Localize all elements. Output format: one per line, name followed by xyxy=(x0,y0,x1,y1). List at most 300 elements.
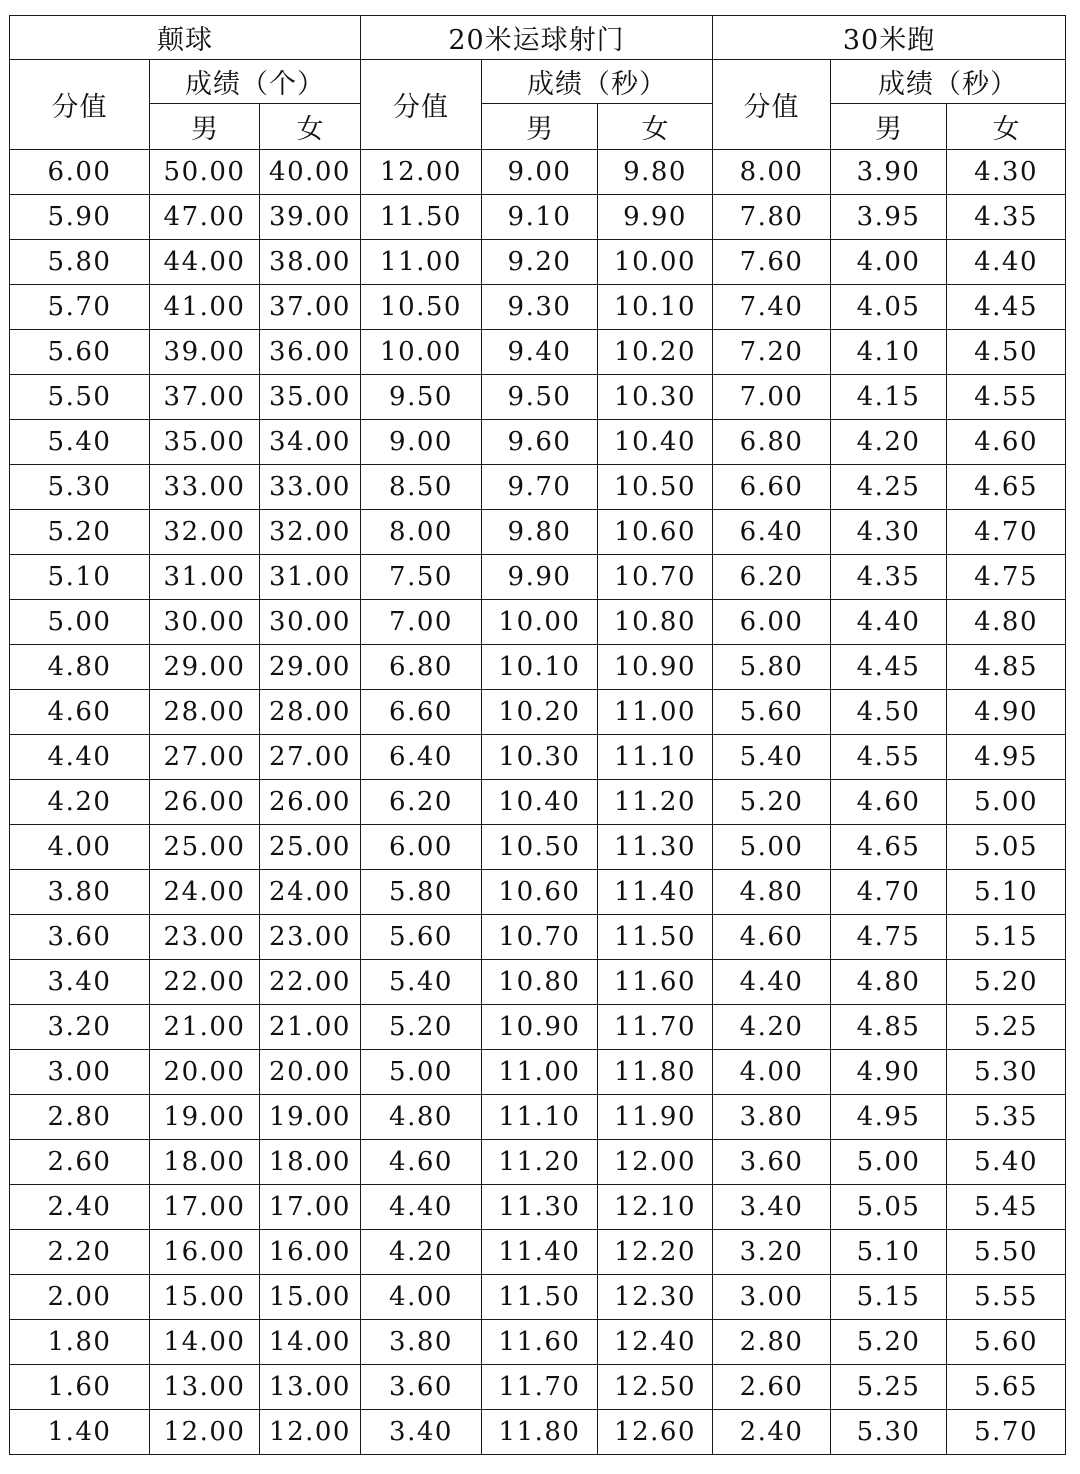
score-cell: 3.60 xyxy=(361,1365,482,1410)
male-header: 男 xyxy=(482,104,598,150)
result-header: 成绩（个） xyxy=(150,60,361,104)
result-female-cell: 12.20 xyxy=(598,1230,713,1275)
result-female-cell: 20.00 xyxy=(260,1050,361,1095)
result-male-cell: 15.00 xyxy=(150,1275,260,1320)
result-male-cell: 9.20 xyxy=(482,240,598,285)
score-cell: 6.00 xyxy=(10,150,150,195)
score-cell: 5.00 xyxy=(361,1050,482,1095)
score-cell: 2.40 xyxy=(713,1410,831,1455)
score-cell: 10.50 xyxy=(361,285,482,330)
result-male-cell: 4.30 xyxy=(831,510,947,555)
table-row xyxy=(10,600,1066,645)
score-cell: 2.80 xyxy=(713,1320,831,1365)
result-male-cell: 5.00 xyxy=(831,1140,947,1185)
result-female-cell: 11.10 xyxy=(598,735,713,780)
group-header-row xyxy=(10,16,1066,60)
result-male-cell: 11.60 xyxy=(482,1320,598,1365)
result-female-cell: 11.50 xyxy=(598,915,713,960)
result-male-cell: 10.90 xyxy=(482,1005,598,1050)
score-cell: 8.50 xyxy=(361,465,482,510)
result-female-cell: 21.00 xyxy=(260,1005,361,1050)
result-male-cell: 5.25 xyxy=(831,1365,947,1410)
result-female-cell: 5.10 xyxy=(947,870,1066,915)
result-male-cell: 11.30 xyxy=(482,1185,598,1230)
result-male-cell: 4.55 xyxy=(831,735,947,780)
score-cell: 6.80 xyxy=(361,645,482,690)
score-cell: 2.60 xyxy=(713,1365,831,1410)
score-cell: 4.80 xyxy=(361,1095,482,1140)
score-cell: 4.80 xyxy=(10,645,150,690)
result-female-cell: 4.65 xyxy=(947,465,1066,510)
result-male-cell: 11.40 xyxy=(482,1230,598,1275)
result-male-cell: 4.50 xyxy=(831,690,947,735)
result-female-cell: 11.90 xyxy=(598,1095,713,1140)
score-cell: 3.40 xyxy=(361,1410,482,1455)
result-female-cell: 15.00 xyxy=(260,1275,361,1320)
result-male-cell: 13.00 xyxy=(150,1365,260,1410)
score-cell: 5.80 xyxy=(10,240,150,285)
result-male-cell: 12.00 xyxy=(150,1410,260,1455)
result-male-cell: 4.65 xyxy=(831,825,947,870)
result-female-cell: 5.05 xyxy=(947,825,1066,870)
result-male-cell: 4.75 xyxy=(831,915,947,960)
result-male-cell: 22.00 xyxy=(150,960,260,1005)
score-cell: 2.00 xyxy=(10,1275,150,1320)
result-female-cell: 22.00 xyxy=(260,960,361,1005)
table-row xyxy=(10,555,1066,600)
result-male-cell: 33.00 xyxy=(150,465,260,510)
result-female-cell: 33.00 xyxy=(260,465,361,510)
score-cell: 3.20 xyxy=(713,1230,831,1275)
result-male-cell: 5.10 xyxy=(831,1230,947,1275)
male-header: 男 xyxy=(150,104,260,150)
score-cell: 3.60 xyxy=(10,915,150,960)
score-cell: 7.60 xyxy=(713,240,831,285)
result-female-cell: 10.10 xyxy=(598,285,713,330)
score-cell: 7.40 xyxy=(713,285,831,330)
result-male-cell: 3.90 xyxy=(831,150,947,195)
score-cell: 5.60 xyxy=(361,915,482,960)
result-male-cell: 5.05 xyxy=(831,1185,947,1230)
table-row xyxy=(10,690,1066,735)
result-female-cell: 4.30 xyxy=(947,150,1066,195)
group-header-dribble-shoot: 20米运球射门 xyxy=(361,16,713,60)
result-female-cell: 5.60 xyxy=(947,1320,1066,1365)
result-male-cell: 10.40 xyxy=(482,780,598,825)
result-male-cell: 10.10 xyxy=(482,645,598,690)
result-male-cell: 11.20 xyxy=(482,1140,598,1185)
result-female-cell: 34.00 xyxy=(260,420,361,465)
score-cell: 9.00 xyxy=(361,420,482,465)
result-female-cell: 10.60 xyxy=(598,510,713,555)
score-cell: 4.40 xyxy=(10,735,150,780)
result-female-cell: 28.00 xyxy=(260,690,361,735)
result-male-cell: 35.00 xyxy=(150,420,260,465)
result-female-cell: 4.90 xyxy=(947,690,1066,735)
result-male-cell: 26.00 xyxy=(150,780,260,825)
result-male-cell: 4.85 xyxy=(831,1005,947,1050)
score-cell: 6.20 xyxy=(713,555,831,600)
result-female-cell: 5.50 xyxy=(947,1230,1066,1275)
result-female-cell: 5.25 xyxy=(947,1005,1066,1050)
result-male-cell: 9.70 xyxy=(482,465,598,510)
score-header: 分值 xyxy=(361,60,482,150)
result-male-cell: 23.00 xyxy=(150,915,260,960)
result-male-cell: 4.60 xyxy=(831,780,947,825)
result-female-cell: 4.45 xyxy=(947,285,1066,330)
result-female-cell: 4.95 xyxy=(947,735,1066,780)
result-female-cell: 11.00 xyxy=(598,690,713,735)
score-cell: 5.40 xyxy=(10,420,150,465)
result-female-cell: 25.00 xyxy=(260,825,361,870)
score-cell: 2.20 xyxy=(10,1230,150,1275)
table-row xyxy=(10,1050,1066,1095)
score-cell: 7.00 xyxy=(361,600,482,645)
result-female-cell: 36.00 xyxy=(260,330,361,375)
score-cell: 5.20 xyxy=(10,510,150,555)
result-header: 成绩（秒） xyxy=(482,60,713,104)
female-header: 女 xyxy=(947,104,1066,150)
table-row xyxy=(10,1275,1066,1320)
table-row xyxy=(10,960,1066,1005)
score-cell: 9.50 xyxy=(361,375,482,420)
table-row xyxy=(10,150,1066,195)
table-row xyxy=(10,780,1066,825)
result-female-cell: 5.00 xyxy=(947,780,1066,825)
score-cell: 6.20 xyxy=(361,780,482,825)
sub-header-row xyxy=(10,60,1066,104)
result-female-cell: 4.35 xyxy=(947,195,1066,240)
table-row xyxy=(10,1410,1066,1455)
result-male-cell: 4.35 xyxy=(831,555,947,600)
result-male-cell: 37.00 xyxy=(150,375,260,420)
result-female-cell: 23.00 xyxy=(260,915,361,960)
result-female-cell: 11.30 xyxy=(598,825,713,870)
result-female-cell: 18.00 xyxy=(260,1140,361,1185)
score-cell: 7.00 xyxy=(713,375,831,420)
result-female-cell: 5.70 xyxy=(947,1410,1066,1455)
score-cell: 4.20 xyxy=(10,780,150,825)
score-cell: 5.00 xyxy=(10,600,150,645)
score-cell: 4.20 xyxy=(713,1005,831,1050)
result-male-cell: 4.05 xyxy=(831,285,947,330)
result-female-cell: 9.90 xyxy=(598,195,713,240)
result-female-cell: 10.00 xyxy=(598,240,713,285)
result-female-cell: 5.55 xyxy=(947,1275,1066,1320)
result-male-cell: 4.80 xyxy=(831,960,947,1005)
result-female-cell: 4.55 xyxy=(947,375,1066,420)
result-female-cell: 10.40 xyxy=(598,420,713,465)
table-row xyxy=(10,825,1066,870)
result-male-cell: 9.30 xyxy=(482,285,598,330)
result-male-cell: 10.70 xyxy=(482,915,598,960)
result-male-cell: 9.40 xyxy=(482,330,598,375)
result-female-cell: 10.70 xyxy=(598,555,713,600)
result-male-cell: 9.00 xyxy=(482,150,598,195)
score-cell: 3.80 xyxy=(10,870,150,915)
table-row xyxy=(10,195,1066,240)
result-male-cell: 9.10 xyxy=(482,195,598,240)
result-female-cell: 12.00 xyxy=(598,1140,713,1185)
result-male-cell: 17.00 xyxy=(150,1185,260,1230)
score-cell: 12.00 xyxy=(361,150,482,195)
result-male-cell: 11.10 xyxy=(482,1095,598,1140)
score-cell: 6.00 xyxy=(713,600,831,645)
result-female-cell: 5.35 xyxy=(947,1095,1066,1140)
result-female-cell: 35.00 xyxy=(260,375,361,420)
score-cell: 5.10 xyxy=(10,555,150,600)
result-female-cell: 11.40 xyxy=(598,870,713,915)
score-cell: 6.80 xyxy=(713,420,831,465)
score-table xyxy=(9,15,1066,1455)
score-cell: 5.40 xyxy=(361,960,482,1005)
result-female-cell: 12.50 xyxy=(598,1365,713,1410)
female-header: 女 xyxy=(598,104,713,150)
result-male-cell: 5.30 xyxy=(831,1410,947,1455)
result-female-cell: 12.60 xyxy=(598,1410,713,1455)
result-male-cell: 18.00 xyxy=(150,1140,260,1185)
result-male-cell: 9.50 xyxy=(482,375,598,420)
result-female-cell: 5.30 xyxy=(947,1050,1066,1095)
table-row xyxy=(10,465,1066,510)
result-male-cell: 44.00 xyxy=(150,240,260,285)
result-male-cell: 24.00 xyxy=(150,870,260,915)
score-cell: 2.40 xyxy=(10,1185,150,1230)
result-female-cell: 32.00 xyxy=(260,510,361,555)
result-female-cell: 11.70 xyxy=(598,1005,713,1050)
result-male-cell: 11.70 xyxy=(482,1365,598,1410)
result-female-cell: 27.00 xyxy=(260,735,361,780)
result-male-cell: 10.30 xyxy=(482,735,598,780)
result-female-cell: 4.60 xyxy=(947,420,1066,465)
score-cell: 5.70 xyxy=(10,285,150,330)
score-cell: 3.00 xyxy=(10,1050,150,1095)
result-male-cell: 20.00 xyxy=(150,1050,260,1095)
table-row xyxy=(10,1230,1066,1275)
result-female-cell: 38.00 xyxy=(260,240,361,285)
result-female-cell: 5.45 xyxy=(947,1185,1066,1230)
result-female-cell: 29.00 xyxy=(260,645,361,690)
result-male-cell: 5.15 xyxy=(831,1275,947,1320)
result-female-cell: 11.80 xyxy=(598,1050,713,1095)
table-row xyxy=(10,375,1066,420)
score-header: 分值 xyxy=(713,60,831,150)
result-female-cell: 4.85 xyxy=(947,645,1066,690)
score-cell: 2.80 xyxy=(10,1095,150,1140)
result-female-cell: 30.00 xyxy=(260,600,361,645)
result-female-cell: 10.80 xyxy=(598,600,713,645)
result-male-cell: 19.00 xyxy=(150,1095,260,1140)
result-male-cell: 5.20 xyxy=(831,1320,947,1365)
result-female-cell: 11.20 xyxy=(598,780,713,825)
score-cell: 5.60 xyxy=(713,690,831,735)
table-row xyxy=(10,870,1066,915)
score-cell: 10.00 xyxy=(361,330,482,375)
result-male-cell: 10.60 xyxy=(482,870,598,915)
score-cell: 3.80 xyxy=(713,1095,831,1140)
score-cell: 6.40 xyxy=(361,735,482,780)
score-cell: 3.40 xyxy=(10,960,150,1005)
table-row xyxy=(10,330,1066,375)
score-cell: 11.00 xyxy=(361,240,482,285)
result-female-cell: 31.00 xyxy=(260,555,361,600)
result-male-cell: 28.00 xyxy=(150,690,260,735)
score-cell: 4.40 xyxy=(713,960,831,1005)
result-female-cell: 4.40 xyxy=(947,240,1066,285)
table-row xyxy=(10,1095,1066,1140)
score-cell: 6.00 xyxy=(361,825,482,870)
result-female-cell: 39.00 xyxy=(260,195,361,240)
score-cell: 5.90 xyxy=(10,195,150,240)
result-male-cell: 4.95 xyxy=(831,1095,947,1140)
score-cell: 4.20 xyxy=(361,1230,482,1275)
result-male-cell: 21.00 xyxy=(150,1005,260,1050)
score-cell: 3.20 xyxy=(10,1005,150,1050)
table-row xyxy=(10,1005,1066,1050)
score-cell: 3.60 xyxy=(713,1140,831,1185)
male-header: 男 xyxy=(831,104,947,150)
gender-header-row xyxy=(10,104,1066,150)
score-cell: 5.30 xyxy=(10,465,150,510)
result-male-cell: 4.10 xyxy=(831,330,947,375)
score-cell: 5.50 xyxy=(10,375,150,420)
result-female-cell: 5.40 xyxy=(947,1140,1066,1185)
table-row xyxy=(10,420,1066,465)
result-male-cell: 9.80 xyxy=(482,510,598,555)
result-male-cell: 4.90 xyxy=(831,1050,947,1095)
score-cell: 1.40 xyxy=(10,1410,150,1455)
result-male-cell: 11.50 xyxy=(482,1275,598,1320)
result-female-cell: 10.20 xyxy=(598,330,713,375)
score-cell: 6.60 xyxy=(361,690,482,735)
result-female-cell: 10.30 xyxy=(598,375,713,420)
score-cell: 6.40 xyxy=(713,510,831,555)
result-male-cell: 11.00 xyxy=(482,1050,598,1095)
result-male-cell: 11.80 xyxy=(482,1410,598,1455)
score-cell: 4.60 xyxy=(10,690,150,735)
result-male-cell: 30.00 xyxy=(150,600,260,645)
score-cell: 2.60 xyxy=(10,1140,150,1185)
result-male-cell: 10.80 xyxy=(482,960,598,1005)
result-male-cell: 41.00 xyxy=(150,285,260,330)
table-row xyxy=(10,915,1066,960)
result-female-cell: 4.75 xyxy=(947,555,1066,600)
result-female-cell: 5.15 xyxy=(947,915,1066,960)
result-male-cell: 4.20 xyxy=(831,420,947,465)
score-cell: 5.00 xyxy=(713,825,831,870)
result-male-cell: 4.40 xyxy=(831,600,947,645)
result-female-cell: 14.00 xyxy=(260,1320,361,1365)
result-female-cell: 17.00 xyxy=(260,1185,361,1230)
table-row xyxy=(10,285,1066,330)
table-row xyxy=(10,1185,1066,1230)
group-header-30m-run: 30米跑 xyxy=(713,16,1066,60)
group-header-juggling: 颠球 xyxy=(10,16,361,60)
result-female-cell: 10.90 xyxy=(598,645,713,690)
result-female-cell: 40.00 xyxy=(260,150,361,195)
table-row xyxy=(10,510,1066,555)
result-male-cell: 39.00 xyxy=(150,330,260,375)
score-cell: 11.50 xyxy=(361,195,482,240)
score-cell: 5.40 xyxy=(713,735,831,780)
table-row xyxy=(10,645,1066,690)
score-cell: 4.60 xyxy=(361,1140,482,1185)
score-cell: 4.00 xyxy=(713,1050,831,1095)
result-male-cell: 29.00 xyxy=(150,645,260,690)
result-male-cell: 10.20 xyxy=(482,690,598,735)
table-row xyxy=(10,735,1066,780)
result-male-cell: 27.00 xyxy=(150,735,260,780)
score-cell: 8.00 xyxy=(361,510,482,555)
score-cell: 1.80 xyxy=(10,1320,150,1365)
result-female-cell: 26.00 xyxy=(260,780,361,825)
score-cell: 8.00 xyxy=(713,150,831,195)
score-cell: 4.40 xyxy=(361,1185,482,1230)
result-female-cell: 16.00 xyxy=(260,1230,361,1275)
result-male-cell: 10.00 xyxy=(482,600,598,645)
score-cell: 5.20 xyxy=(361,1005,482,1050)
result-male-cell: 3.95 xyxy=(831,195,947,240)
result-female-cell: 12.40 xyxy=(598,1320,713,1365)
result-male-cell: 50.00 xyxy=(150,150,260,195)
female-header: 女 xyxy=(260,104,361,150)
score-cell: 7.50 xyxy=(361,555,482,600)
result-female-cell: 10.50 xyxy=(598,465,713,510)
result-male-cell: 4.15 xyxy=(831,375,947,420)
score-cell: 3.40 xyxy=(713,1185,831,1230)
score-cell: 5.80 xyxy=(361,870,482,915)
score-cell: 4.80 xyxy=(713,870,831,915)
result-male-cell: 25.00 xyxy=(150,825,260,870)
result-female-cell: 24.00 xyxy=(260,870,361,915)
result-header: 成绩（秒） xyxy=(831,60,1066,104)
result-male-cell: 14.00 xyxy=(150,1320,260,1365)
result-female-cell: 13.00 xyxy=(260,1365,361,1410)
table-body xyxy=(10,150,1066,1455)
score-cell: 5.60 xyxy=(10,330,150,375)
result-male-cell: 4.00 xyxy=(831,240,947,285)
table-row xyxy=(10,1320,1066,1365)
score-cell: 4.60 xyxy=(713,915,831,960)
result-female-cell: 12.00 xyxy=(260,1410,361,1455)
score-cell: 3.00 xyxy=(713,1275,831,1320)
result-male-cell: 32.00 xyxy=(150,510,260,555)
score-cell: 7.80 xyxy=(713,195,831,240)
result-male-cell: 4.45 xyxy=(831,645,947,690)
result-male-cell: 31.00 xyxy=(150,555,260,600)
result-female-cell: 11.60 xyxy=(598,960,713,1005)
result-female-cell: 4.50 xyxy=(947,330,1066,375)
result-female-cell: 9.80 xyxy=(598,150,713,195)
result-male-cell: 4.25 xyxy=(831,465,947,510)
score-cell: 1.60 xyxy=(10,1365,150,1410)
score-cell: 5.20 xyxy=(713,780,831,825)
result-male-cell: 4.70 xyxy=(831,870,947,915)
table-row xyxy=(10,240,1066,285)
score-cell: 3.80 xyxy=(361,1320,482,1365)
result-female-cell: 12.10 xyxy=(598,1185,713,1230)
result-female-cell: 12.30 xyxy=(598,1275,713,1320)
score-cell: 5.80 xyxy=(713,645,831,690)
table-row xyxy=(10,1140,1066,1185)
result-female-cell: 37.00 xyxy=(260,285,361,330)
result-female-cell: 19.00 xyxy=(260,1095,361,1140)
result-male-cell: 10.50 xyxy=(482,825,598,870)
result-male-cell: 16.00 xyxy=(150,1230,260,1275)
result-female-cell: 5.65 xyxy=(947,1365,1066,1410)
result-female-cell: 4.80 xyxy=(947,600,1066,645)
result-female-cell: 5.20 xyxy=(947,960,1066,1005)
